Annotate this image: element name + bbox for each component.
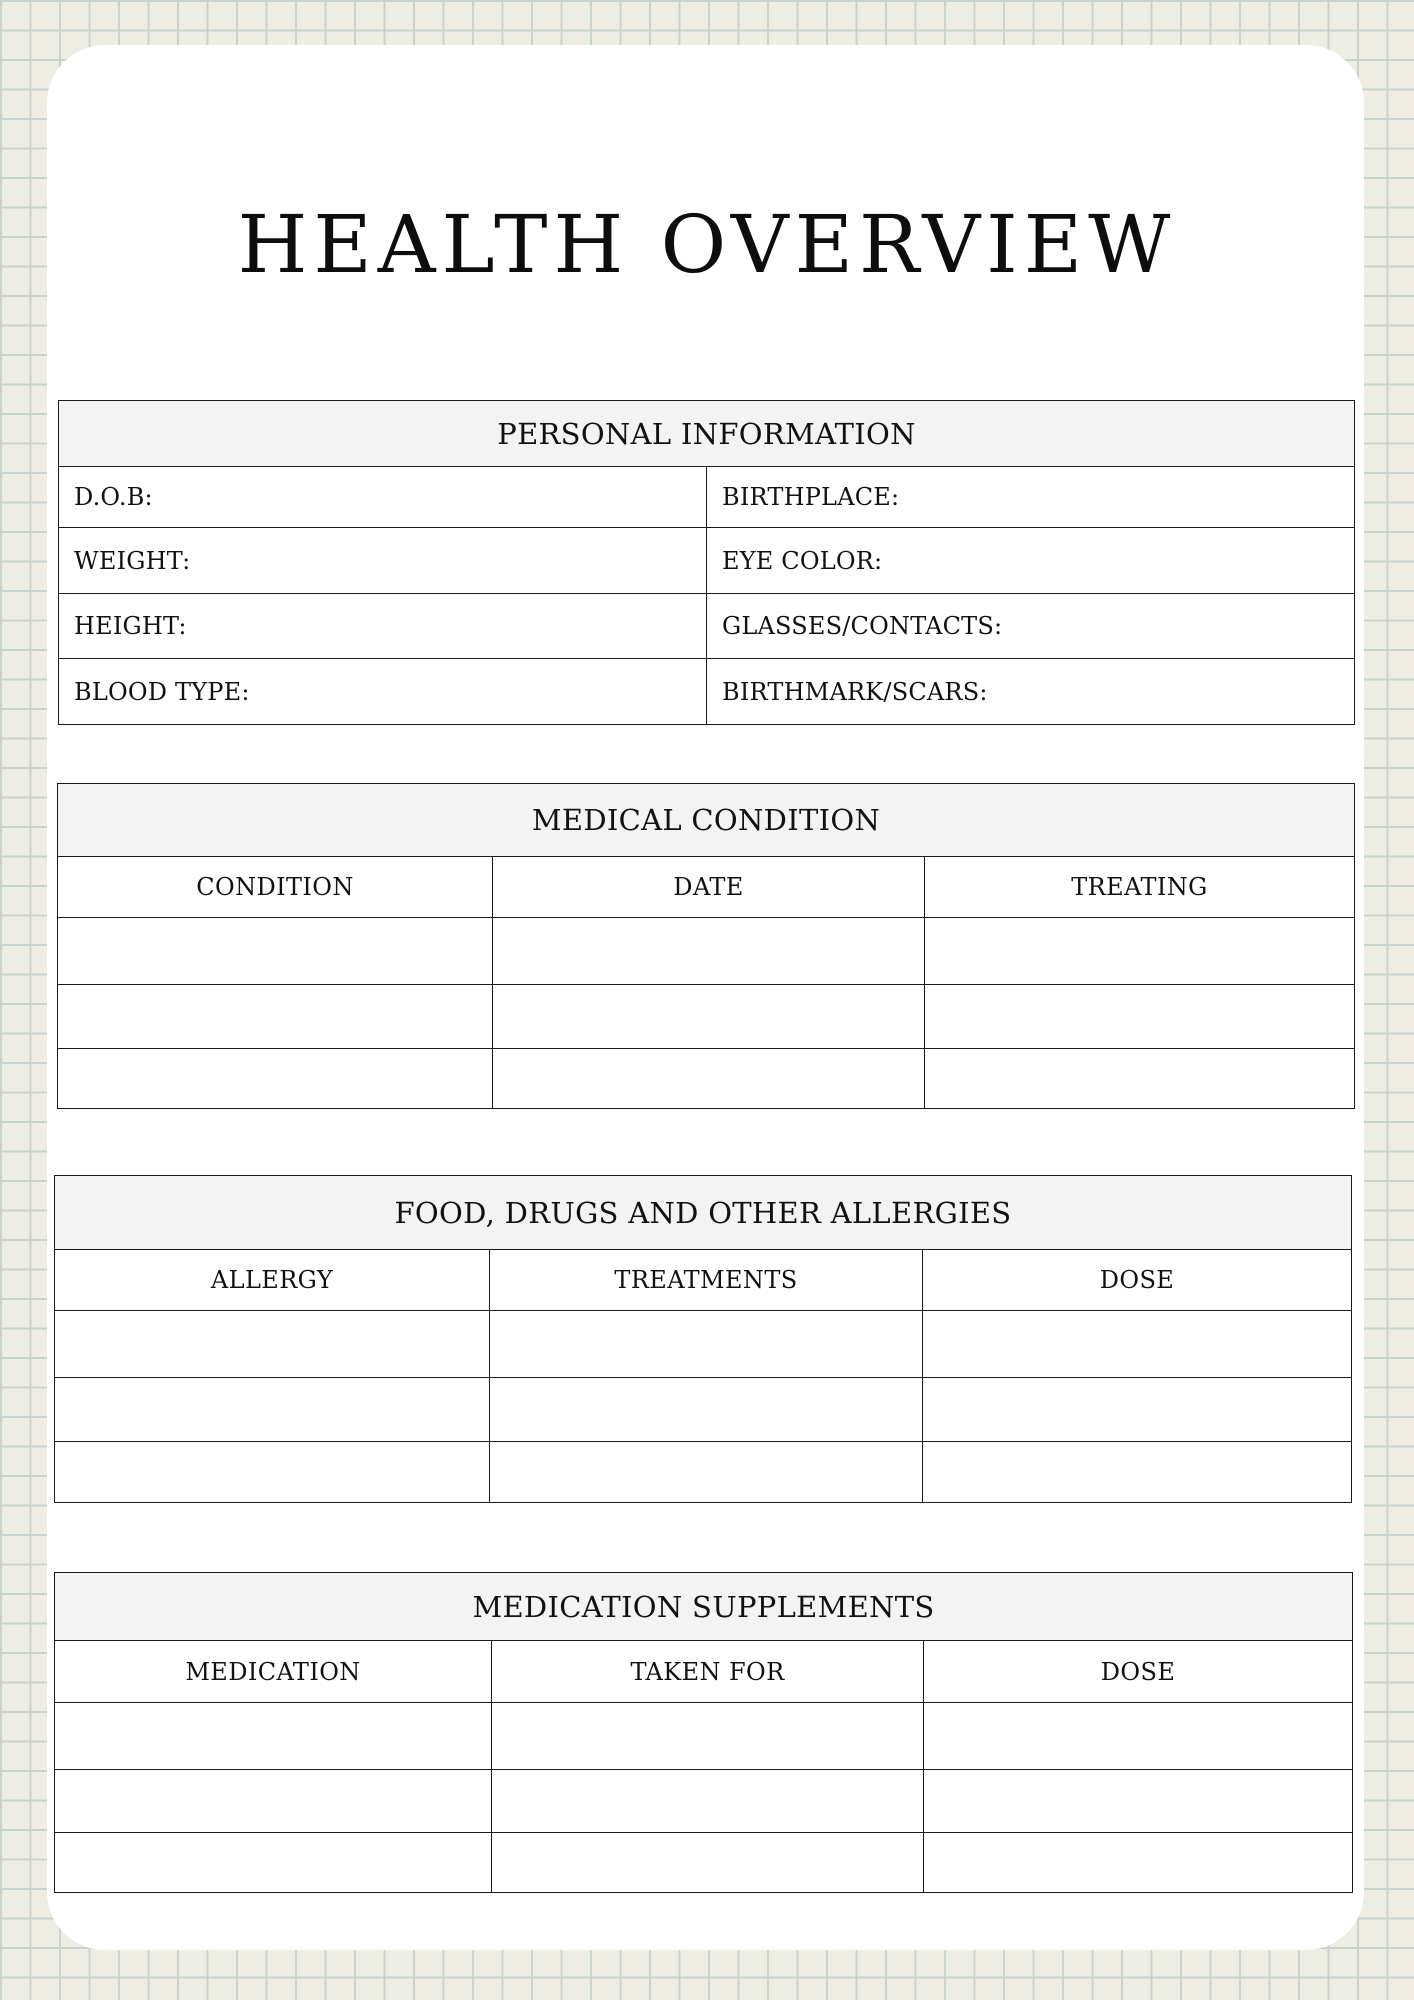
table-cell[interactable] <box>490 1311 923 1378</box>
table-cell[interactable] <box>924 1703 1353 1770</box>
table-cell[interactable] <box>923 1378 1352 1442</box>
table-cell[interactable] <box>492 1703 924 1770</box>
column-header-taken-for: TAKEN FOR <box>492 1641 924 1703</box>
table-cell[interactable] <box>924 1770 1353 1833</box>
table-cell[interactable] <box>492 1833 924 1893</box>
table-cell[interactable] <box>923 1311 1352 1378</box>
column-header-medication: MEDICATION <box>55 1641 492 1703</box>
column-header-condition: CONDITION <box>58 857 493 918</box>
table-cell[interactable] <box>493 1049 925 1109</box>
section-title-allergies: FOOD, DRUGS AND OTHER ALLERGIES <box>55 1176 1352 1250</box>
section-title-medication-supplements: MEDICATION SUPPLEMENTS <box>55 1573 1353 1641</box>
table-cell[interactable] <box>55 1833 492 1893</box>
medical-condition-table <box>57 783 1355 1109</box>
table-cell[interactable] <box>925 918 1355 985</box>
section-title-medical-condition: MEDICAL CONDITION <box>58 784 1355 857</box>
column-header-date: DATE <box>493 857 925 918</box>
table-cell[interactable] <box>490 1442 923 1503</box>
field-blood-type[interactable]: BLOOD TYPE: <box>59 659 707 725</box>
table-cell[interactable] <box>925 1049 1355 1109</box>
field-eye-color[interactable]: EYE COLOR: <box>707 528 1355 594</box>
field-height[interactable]: HEIGHT: <box>59 594 707 659</box>
table-cell[interactable] <box>55 1703 492 1770</box>
table-cell[interactable] <box>58 985 493 1049</box>
table-cell[interactable] <box>55 1770 492 1833</box>
field-birthplace[interactable]: BIRTHPLACE: <box>707 467 1355 528</box>
column-header-treatments: TREATMENTS <box>490 1250 923 1311</box>
section-title-personal-information: PERSONAL INFORMATION <box>59 401 1355 467</box>
column-header-allergy: ALLERGY <box>55 1250 490 1311</box>
medication-supplements-table <box>54 1572 1353 1893</box>
table-cell[interactable] <box>55 1311 490 1378</box>
table-cell[interactable] <box>493 985 925 1049</box>
table-cell[interactable] <box>492 1770 924 1833</box>
field-birthmark-scars[interactable]: BIRTHMARK/SCARS: <box>707 659 1355 725</box>
table-cell[interactable] <box>924 1833 1353 1893</box>
allergies-table <box>54 1175 1352 1503</box>
column-header-dose: DOSE <box>924 1641 1353 1703</box>
field-dob[interactable]: D.O.B: <box>59 467 707 528</box>
page-title: HEALTH OVERVIEW <box>237 198 1177 291</box>
table-cell[interactable] <box>58 918 493 985</box>
table-cell[interactable] <box>55 1442 490 1503</box>
column-header-treating: TREATING <box>925 857 1355 918</box>
table-cell[interactable] <box>58 1049 493 1109</box>
table-cell[interactable] <box>55 1378 490 1442</box>
column-header-dose: DOSE <box>923 1250 1352 1311</box>
field-glasses-contacts[interactable]: GLASSES/CONTACTS: <box>707 594 1355 659</box>
personal-information-table <box>58 400 1355 725</box>
table-cell[interactable] <box>925 985 1355 1049</box>
table-cell[interactable] <box>923 1442 1352 1503</box>
table-cell[interactable] <box>490 1378 923 1442</box>
table-cell[interactable] <box>493 918 925 985</box>
field-weight[interactable]: WEIGHT: <box>59 528 707 594</box>
